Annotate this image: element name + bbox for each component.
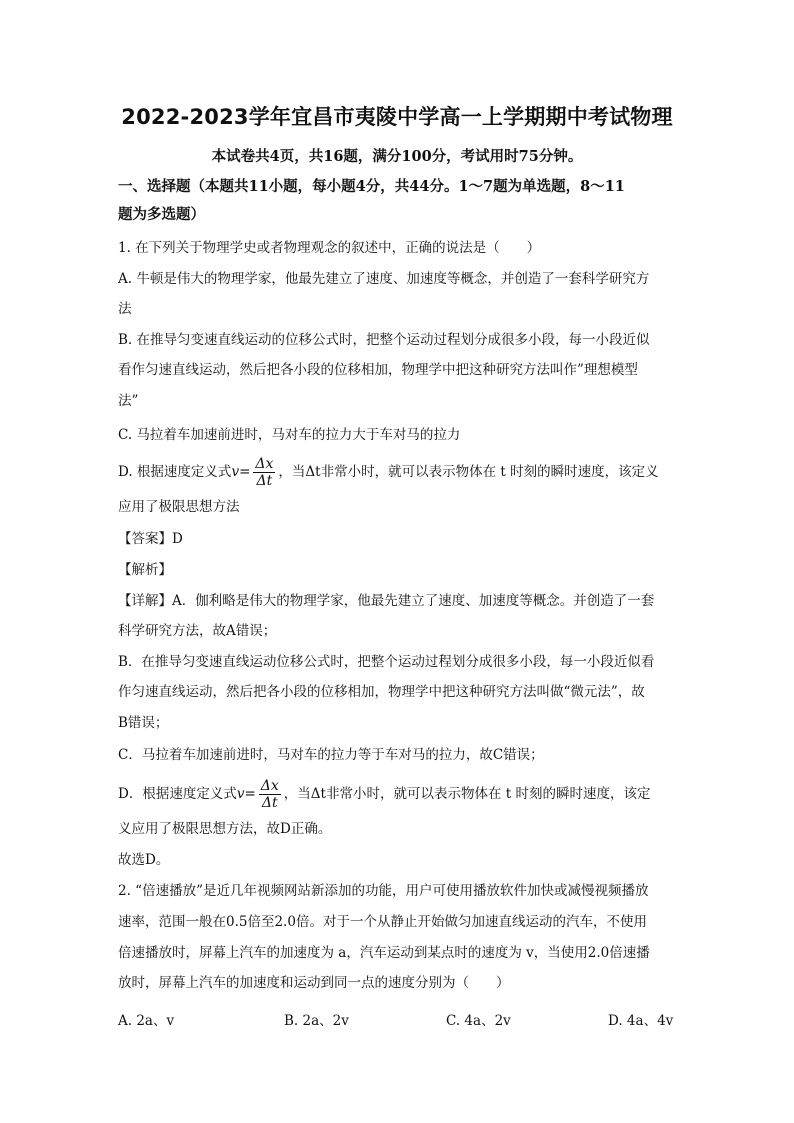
fraction-denominator-2: Δt — [261, 795, 278, 811]
q1-detail-line3: B．在推导匀变速直线运动位移公式时，把整个运动过程划分成很多小段，每一小段近似看 — [118, 654, 655, 670]
q1-detail-line4: 作匀速直线运动，然后把各小段的位移相加，物理学中把这种研究方法叫做“微元法”，故 — [118, 684, 645, 700]
q1-option-d-line1 — [118, 456, 659, 489]
q2-option-c: C. 4a、2v — [446, 1013, 511, 1029]
q2-option-b: B. 2a、2v — [284, 1013, 349, 1029]
section-heading-line2: 题为多选题） — [118, 206, 205, 223]
q1-detail-line2: 科学研究方法，故A错误； — [118, 623, 277, 639]
q1-option-a-line2: 法 — [118, 301, 132, 317]
q2-line1: 2. “倍速播放”是近几年视频网站新添加的功能，用户可使用播放软件加快或减慢视频播放 — [118, 883, 649, 899]
formula-lhs: v — [231, 464, 240, 480]
formula-eq: = — [239, 464, 251, 480]
q2-option-d: D. 4a、4v — [608, 1013, 674, 1029]
q2-line4: 放时，屏幕上汽车的加速度和运动到同一点的速度分别为（ ） — [118, 975, 510, 991]
q1-option-d-prefix: D. 根据速度定义式 — [118, 464, 232, 480]
q1-conclusion: 故选D。 — [118, 852, 170, 868]
q1-detail-line1: 【详解】A．伽利略是伟大的物理学家，他最先建立了速度、加速度等概念。并创造了一套 — [118, 593, 655, 609]
q1-stem: 1. 在下列关于物理学史或者物理观念的叙述中，正确的说法是（ ） — [118, 240, 541, 256]
q1-option-b-line1: B. 在推导匀变速直线运动的位移公式时，把整个运动过程划分成很多小段，每一小段近似 — [118, 332, 650, 348]
q1-option-a-line1: A. 牛顿是伟大的物理学家，他最先建立了速度、加速度等概念，并创造了一套科学研究方 — [118, 271, 650, 287]
fraction-numerator: Δx — [255, 456, 274, 472]
q2-option-a: A. 2a、v — [118, 1013, 175, 1029]
velocity-fraction — [253, 456, 275, 489]
q1-answer: 【答案】D — [118, 531, 183, 547]
q1-detail-line5: B错误； — [118, 715, 169, 731]
q1-option-d-line2: 应用了极限思想方法 — [118, 499, 240, 515]
q1-detail-suffix: ，当Δt非常小时，就可以表示物体在 t 时刻的瞬时速度，该定 — [283, 786, 651, 802]
q2-line3: 倍速播放时，屏幕上汽车的加速度为 a，汽车运动到某点时的速度为 v，当使用2.0倍速播 — [118, 945, 650, 961]
q1-detail-line6: C．马拉着车加速前进时，马对车的拉力等于车对马的拉力，故C错误； — [118, 747, 544, 763]
q2-line2: 速率，范围一般在0.5倍至2.0倍。对于一个从静止开始做匀加速直线运动的汽车，不使用 — [118, 914, 647, 930]
q1-detail-line8: 义应用了极限思想方法，故D正确。 — [118, 821, 332, 837]
q1-analysis-label: 【解析】 — [118, 562, 172, 578]
page-title: 2022-2023学年宜昌市夷陵中学高一上学期期中考试物理 — [121, 105, 673, 129]
q1-detail-line7 — [118, 778, 650, 811]
section-heading-line1: 一、选择题（本题共11小题，每小题4分，共44分。1～7题为单选题，8～11 — [118, 178, 625, 195]
q1-option-d-suffix: ，当Δt非常小时，就可以表示物体在 t 时刻的瞬时速度，该定义 — [278, 464, 659, 480]
formula-lhs-2: v — [236, 786, 245, 802]
q1-detail-prefix: D．根据速度定义式 — [118, 786, 237, 802]
q1-option-b-line2: 看作匀速直线运动，然后把各小段的位移相加，物理学中把这种研究方法叫作”理想模型 — [118, 362, 638, 378]
exam-info: 本试卷共4页，共16题，满分100分，考试用时75分钟。 — [211, 148, 583, 165]
fraction-numerator-2: Δx — [260, 778, 279, 794]
q1-option-c: C. 马拉着车加速前进时，马对车的拉力大于车对马的拉力 — [118, 427, 461, 443]
formula-eq-2: = — [244, 786, 256, 802]
q1-option-b-line3: 法” — [118, 393, 139, 409]
velocity-fraction-2 — [259, 778, 281, 811]
fraction-denominator: Δt — [256, 473, 273, 489]
